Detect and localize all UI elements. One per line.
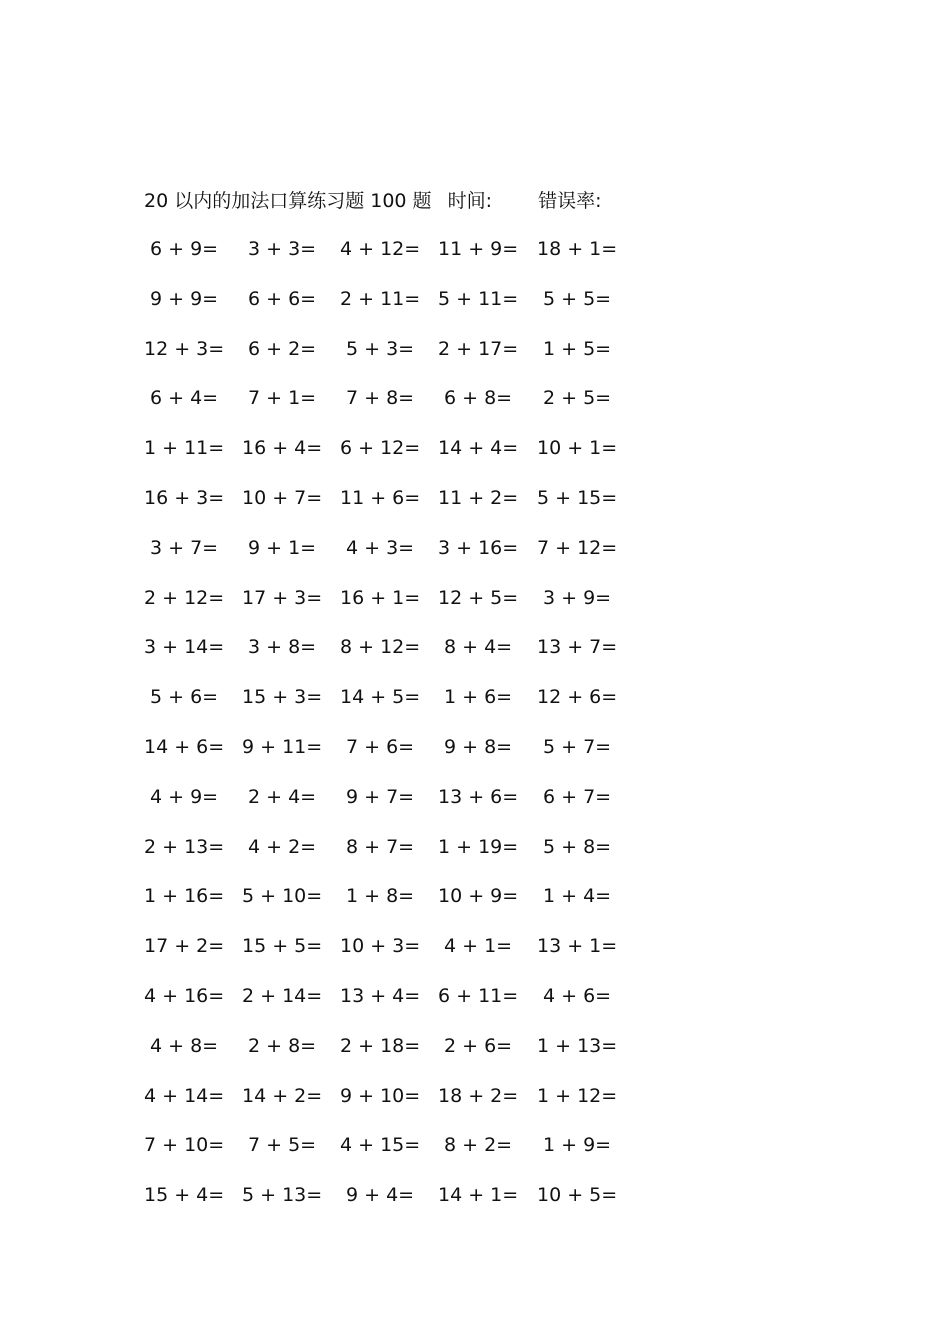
problem-item: 12 + 5=	[438, 587, 519, 609]
problem-item: 13 + 6=	[438, 786, 519, 808]
problem-item: 1 + 13=	[537, 1035, 618, 1057]
problem-item: 10 + 7=	[242, 487, 323, 509]
problem-item: 6 + 2=	[248, 338, 317, 360]
problem-item: 7 + 1=	[248, 387, 317, 409]
problem-item: 6 + 9=	[150, 238, 219, 260]
problem-item: 13 + 4=	[340, 985, 421, 1007]
problem-item: 2 + 11=	[340, 288, 421, 310]
problem-item: 14 + 4=	[438, 437, 519, 459]
problem-item: 7 + 8=	[346, 387, 415, 409]
problem-item: 5 + 11=	[438, 288, 519, 310]
problem-item: 5 + 10=	[242, 885, 323, 907]
problem-item: 8 + 2=	[444, 1134, 513, 1156]
problem-item: 12 + 3=	[144, 338, 225, 360]
problem-item: 2 + 5=	[543, 387, 612, 409]
problem-item: 9 + 4=	[346, 1184, 415, 1206]
problem-item: 4 + 2=	[248, 836, 317, 858]
problem-item: 16 + 1=	[340, 587, 421, 609]
problem-item: 2 + 18=	[340, 1035, 421, 1057]
problem-item: 2 + 4=	[248, 786, 317, 808]
problem-item: 10 + 5=	[537, 1184, 618, 1206]
problem-item: 3 + 3=	[248, 238, 317, 260]
problem-item: 4 + 12=	[340, 238, 421, 260]
problem-item: 1 + 12=	[537, 1085, 618, 1107]
problem-item: 2 + 12=	[144, 587, 225, 609]
problem-item: 6 + 7=	[543, 786, 612, 808]
problem-item: 7 + 12=	[537, 537, 618, 559]
problem-item: 14 + 2=	[242, 1085, 323, 1107]
problem-item: 4 + 1=	[444, 935, 513, 957]
problem-item: 3 + 7=	[150, 537, 219, 559]
problem-item: 5 + 3=	[346, 338, 415, 360]
problem-item: 1 + 11=	[144, 437, 225, 459]
problem-item: 7 + 10=	[144, 1134, 225, 1156]
problem-item: 3 + 14=	[144, 636, 225, 658]
problem-item: 15 + 4=	[144, 1184, 225, 1206]
problem-item: 4 + 15=	[340, 1134, 421, 1156]
problem-item: 9 + 10=	[340, 1085, 421, 1107]
problem-item: 12 + 6=	[537, 686, 618, 708]
problem-item: 13 + 7=	[537, 636, 618, 658]
problem-item: 10 + 9=	[438, 885, 519, 907]
problem-item: 4 + 8=	[150, 1035, 219, 1057]
problem-item: 7 + 5=	[248, 1134, 317, 1156]
problem-item: 1 + 19=	[438, 836, 519, 858]
problem-item: 5 + 15=	[537, 487, 618, 509]
problem-item: 16 + 3=	[144, 487, 225, 509]
problem-item: 5 + 5=	[543, 288, 612, 310]
problem-item: 3 + 8=	[248, 636, 317, 658]
problem-item: 9 + 1=	[248, 537, 317, 559]
problem-item: 16 + 4=	[242, 437, 323, 459]
problem-item: 2 + 13=	[144, 836, 225, 858]
problem-item: 3 + 16=	[438, 537, 519, 559]
problem-item: 8 + 12=	[340, 636, 421, 658]
problem-item: 5 + 13=	[242, 1184, 323, 1206]
problem-item: 11 + 2=	[438, 487, 519, 509]
problem-item: 6 + 8=	[444, 387, 513, 409]
problem-item: 9 + 8=	[444, 736, 513, 758]
problem-item: 5 + 8=	[543, 836, 612, 858]
problem-item: 4 + 9=	[150, 786, 219, 808]
problem-item: 1 + 9=	[543, 1134, 612, 1156]
problem-item: 3 + 9=	[543, 587, 612, 609]
problem-item: 2 + 8=	[248, 1035, 317, 1057]
problem-item: 11 + 9=	[438, 238, 519, 260]
error-rate-label: 错误率:	[538, 190, 602, 212]
problem-item: 4 + 14=	[144, 1085, 225, 1107]
problem-item: 13 + 1=	[537, 935, 618, 957]
problem-item: 1 + 4=	[543, 885, 612, 907]
problem-item: 14 + 5=	[340, 686, 421, 708]
problem-item: 5 + 7=	[543, 736, 612, 758]
problem-item: 4 + 16=	[144, 985, 225, 1007]
problem-item: 11 + 6=	[340, 487, 421, 509]
problem-item: 14 + 6=	[144, 736, 225, 758]
problem-item: 1 + 5=	[543, 338, 612, 360]
problem-item: 7 + 6=	[346, 736, 415, 758]
problem-item: 8 + 4=	[444, 636, 513, 658]
problem-item: 15 + 5=	[242, 935, 323, 957]
problem-item: 2 + 17=	[438, 338, 519, 360]
problem-item: 18 + 2=	[438, 1085, 519, 1107]
problem-item: 9 + 9=	[150, 288, 219, 310]
problem-item: 6 + 4=	[150, 387, 219, 409]
worksheet-title: 20 以内的加法口算练习题 100 题	[144, 190, 432, 212]
problem-item: 1 + 8=	[346, 885, 415, 907]
problem-item: 9 + 7=	[346, 786, 415, 808]
problem-item: 4 + 6=	[543, 985, 612, 1007]
problem-item: 6 + 12=	[340, 437, 421, 459]
problem-item: 2 + 14=	[242, 985, 323, 1007]
problem-item: 10 + 3=	[340, 935, 421, 957]
problem-item: 14 + 1=	[438, 1184, 519, 1206]
problem-item: 18 + 1=	[537, 238, 618, 260]
problem-item: 17 + 3=	[242, 587, 323, 609]
time-label: 时间:	[447, 190, 493, 212]
problem-item: 6 + 6=	[248, 288, 317, 310]
problem-item: 1 + 16=	[144, 885, 225, 907]
problem-item: 10 + 1=	[537, 437, 618, 459]
problem-item: 15 + 3=	[242, 686, 323, 708]
problem-item: 1 + 6=	[444, 686, 513, 708]
problem-item: 4 + 3=	[346, 537, 415, 559]
problem-item: 8 + 7=	[346, 836, 415, 858]
problem-item: 2 + 6=	[444, 1035, 513, 1057]
problem-item: 17 + 2=	[144, 935, 225, 957]
problem-item: 6 + 11=	[438, 985, 519, 1007]
problem-item: 9 + 11=	[242, 736, 323, 758]
problem-item: 5 + 6=	[150, 686, 219, 708]
